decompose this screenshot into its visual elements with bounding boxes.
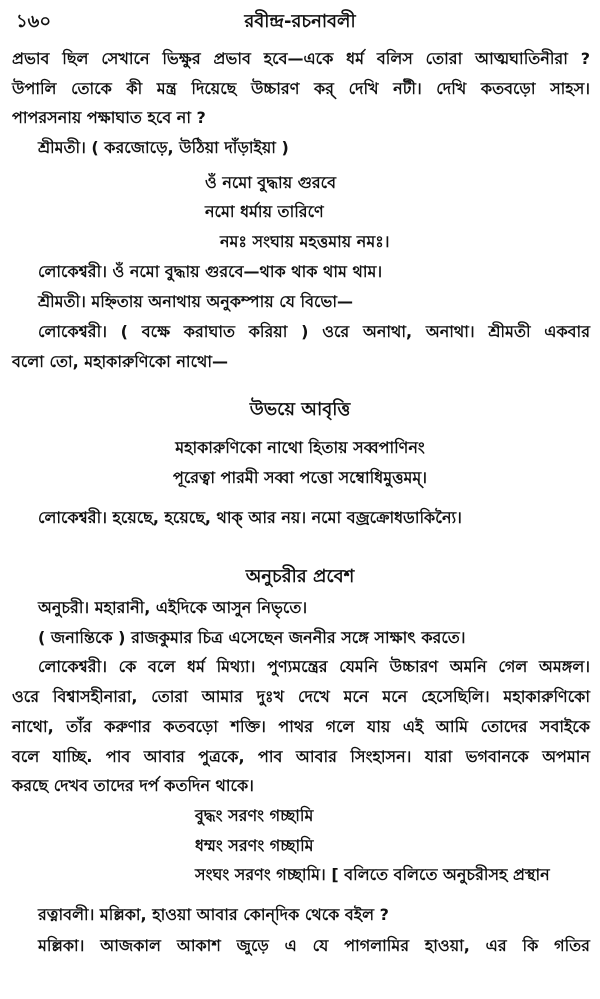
- text-line: বলে যাচ্ছি. পাব আবার পুত্রকে, পাব আবার সিংহাসন। যারা ভগবানকে অপমান: [12, 747, 590, 766]
- text-line: মল্লিকা। আজকাল আকাশ জুড়ে এ যে পাগলামির হাওয়া, এর কি গতির: [38, 936, 590, 955]
- text-line: বলো তো, মহাকারুণিকো নাথো—: [12, 352, 228, 371]
- text-line: লোকেশ্বরী। ওঁ নমো বুদ্ধায় গুরবে—থাক থাক থাম থাম।: [38, 262, 383, 281]
- text-line: ওরে বিশ্বাসহীনারা, তোরা আমার দুঃখ দেখে মনে মনে হেসেছিলি। মহাকারুণিকো: [12, 687, 590, 706]
- running-title: রবীন্দ্র-রচনাবলী: [244, 11, 356, 32]
- section-heading: উভয়ে আবৃত্তি: [249, 399, 351, 420]
- text-line: শ্রীমতী। ( করজোড়ে, উঠিয়া দাঁড়াইয়া ): [38, 138, 289, 157]
- text-line: শ্রীমতী। মহ্নিতায় অনাথায় অনুকম্পায় যে বিভো—: [38, 292, 353, 311]
- verse-line: ওঁ নমো বুদ্ধায় গুরবে: [205, 173, 337, 192]
- text-line: নাথো, তাঁর করুণার কতবড়ো শক্তি। পাথর গলে যায় এই আমি তোদের সবাইকে: [12, 717, 590, 736]
- text-line: ( জনান্তিকে ) রাজকুমার চিত্র এসেছেন জননীর সঙ্গে সাক্ষাৎ করতে।: [38, 628, 466, 647]
- page-number: ১৬০: [16, 11, 52, 32]
- text-line: রত্নাবলী। মল্লিকা, হাওয়া আবার কোন্‌দিক থেকে বইল ?: [38, 905, 389, 924]
- text-line: উপালি তোকে কী মন্ত্র দিয়েছে উচ্চারণ কর্ দেখি নটী। দেখি কতবড়ো সাহস।: [12, 79, 590, 98]
- verse-line: নমঃ সংঘায় মহত্তমায় নমঃ।: [220, 232, 390, 251]
- section-heading: অনুচরীর প্রবেশ: [245, 566, 355, 587]
- verse-line: পূরেত্বা পারমী সব্বা পত্তো সম্বোধিমুত্তমম্।: [172, 468, 428, 487]
- text-line: লোকেশ্বরী। কে বলে ধর্ম মিথ্যা। পুণ্যমন্ত্রের যেমনি উচ্চারণ অমনি গেল অমঙ্গল।: [38, 657, 590, 676]
- text-line: লোকেশ্বরী। ( বক্ষে করাঘাত করিয়া ) ওরে অনাথা, অনাথা। শ্রীমতী একবার: [38, 322, 590, 341]
- verse-line: সংঘং সরণং গচ্ছামি। [ বলিতে বলিতে অনুচরীসহ প্রস্থান: [195, 865, 550, 884]
- verse-line: বুদ্ধং সরণং গচ্ছামি: [195, 806, 314, 825]
- verse-line: ধম্মং সরণং গচ্ছামি: [195, 836, 314, 855]
- verse-line: নমো ধর্মায় তারিণে: [205, 202, 324, 221]
- text-line: লোকেশ্বরী। হয়েছে, হয়েছে, থাক্ আর নয়। নমো বজ্রক্রোধডাকিন্যৈ।: [38, 508, 462, 527]
- text-line: করছে দেখব তাদের দর্প কতদিন থাকে।: [12, 776, 254, 795]
- text-line: অনুচরী। মহারানী, এইদিকে আসুন নিভৃতে।: [38, 598, 308, 617]
- text-line: প্রভাব ছিল সেখানে ভিক্ষুর প্রভাব হবে—একে ধর্ম বলিস তোরা আত্মঘাতিনীরা ?: [12, 49, 590, 68]
- text-line: পাপরসনায় পক্ষাঘাত হবে না ?: [12, 108, 206, 127]
- verse-line: মহাকারুণিকো নাথো হিতায় সব্বপাণিনং: [175, 438, 425, 457]
